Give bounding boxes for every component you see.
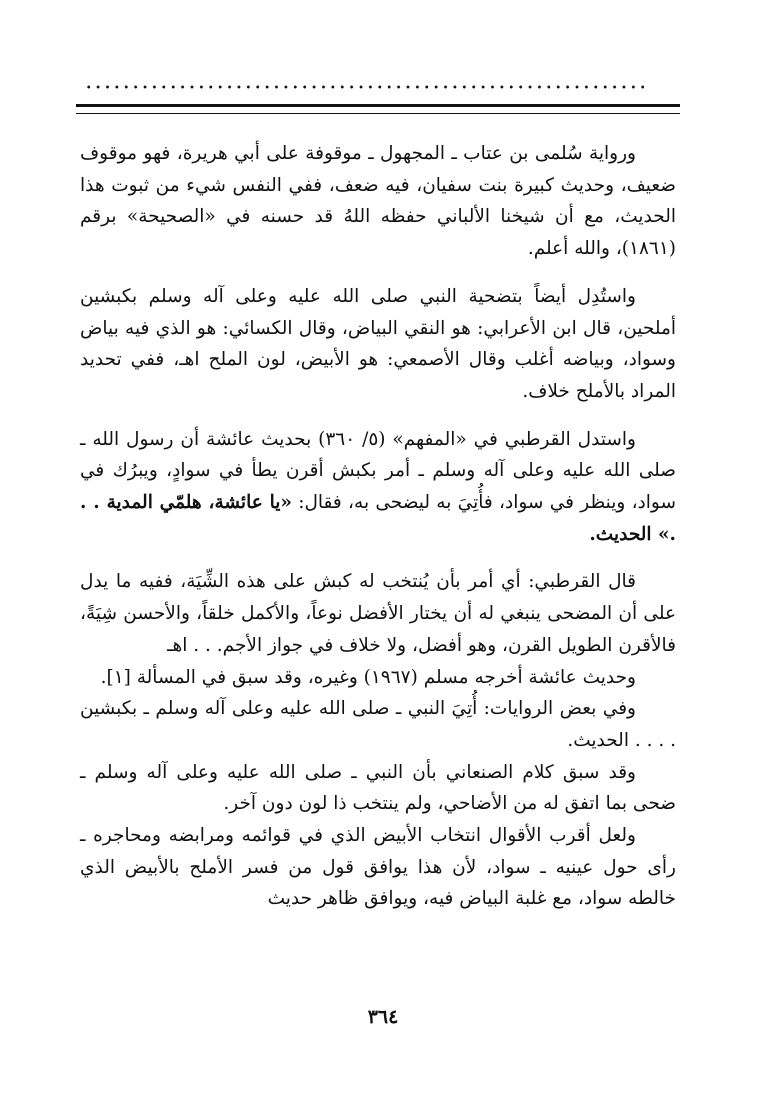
paragraph-1: ورواية سُلمى بن عتاب ـ المجهول ـ موقوفة على أبي هريرة، فهو موقوف ضعيف، وحديث كبيرة بنت سفيان، فيه ضعف، ففي النفس شيء من ثبوت هذا الحديث، مع أن شيخنا الألباني حفظه اللهُ قد حسنه في «الصحيحة» برقم (١٨٦١)، والله أعلم. (80, 143, 676, 260)
paragraph-5: وحديث عائشة أخرجه مسلم (١٩٦٧) وغيره، وقد سبق في المسألة [١]. (100, 666, 636, 688)
header-rule-thick (76, 104, 680, 107)
paragraph-3-text: واستدل القرطبي في «المفهم» (٥/ ٣٦٠) بحديث عائشة أن رسول الله ـ صلى الله عليه وعلى آله وسلم ـ أمر بكبش أقرن يطأ في سوادٍ، ويبرُك في سواد، وينظر في سواد، فأُتِيَ به ليضحى به، فقال: (80, 428, 676, 514)
paragraph-8: ولعل أقرب الأقوال انتخاب الأبيض الذي في قوائمه ومرابضه ومحاجره ـ رأى حول عينيه ـ سواد، لأن هذا يوافق قول من فسر الأملح بالأبيض الذي خالطه سواد، مع غلبة البياض فيه، ويوافق ظاهر حديث (80, 825, 676, 910)
page-number: ٣٦٤ (367, 1006, 399, 1028)
hadith-quote: «يا عائشة، هلمّي المدية . . .» الحديث. (80, 492, 676, 545)
paragraph-6: وفي بعض الروايات: أُتِيَ النبي ـ صلى الله عليه وعلى آله وسلم ـ بكبشين . . . . الحديث. (80, 698, 676, 751)
paragraph-4: قال القرطبي: أي أمر بأن يُنتخب له كبش على هذه الشِّيَة، ففيه ما يدل على أن المضحى ينبغي له أن يختار الأفضل نوعاً، والأكمل خلقاً، والأحسن شِيَةً، فالأقرن الطويل القرن، وهو أفضل، ولا خلاف في جواز الأجم. . . اهـ (80, 571, 676, 656)
paragraph-3 (80, 424, 676, 551)
dotted-header-rule (84, 84, 644, 90)
paragraph-7: وقد سبق كلام الصنعاني بأن النبي ـ صلى الله عليه وعلى آله وسلم ـ ضحى بما اتفق له من الأضاحي، ولم ينتخب ذا لون دون آخر. (80, 761, 676, 815)
header-rule-thin (76, 113, 680, 114)
body-text (80, 138, 676, 915)
paragraph-2: واستُدِل أيضاً بتضحية النبي صلى الله عليه وعلى آله وسلم بكبشين أملحين، قال ابن الأعرابي: هو النقي البياض، وقال الكسائي: هو الذي فيه بياض وسواد، وبياضه أغلب وقال الأصمعي: هو الأبيض، لون الملح اهـ، ففي تحديد المراد بالأملح خلاف. (80, 285, 676, 402)
